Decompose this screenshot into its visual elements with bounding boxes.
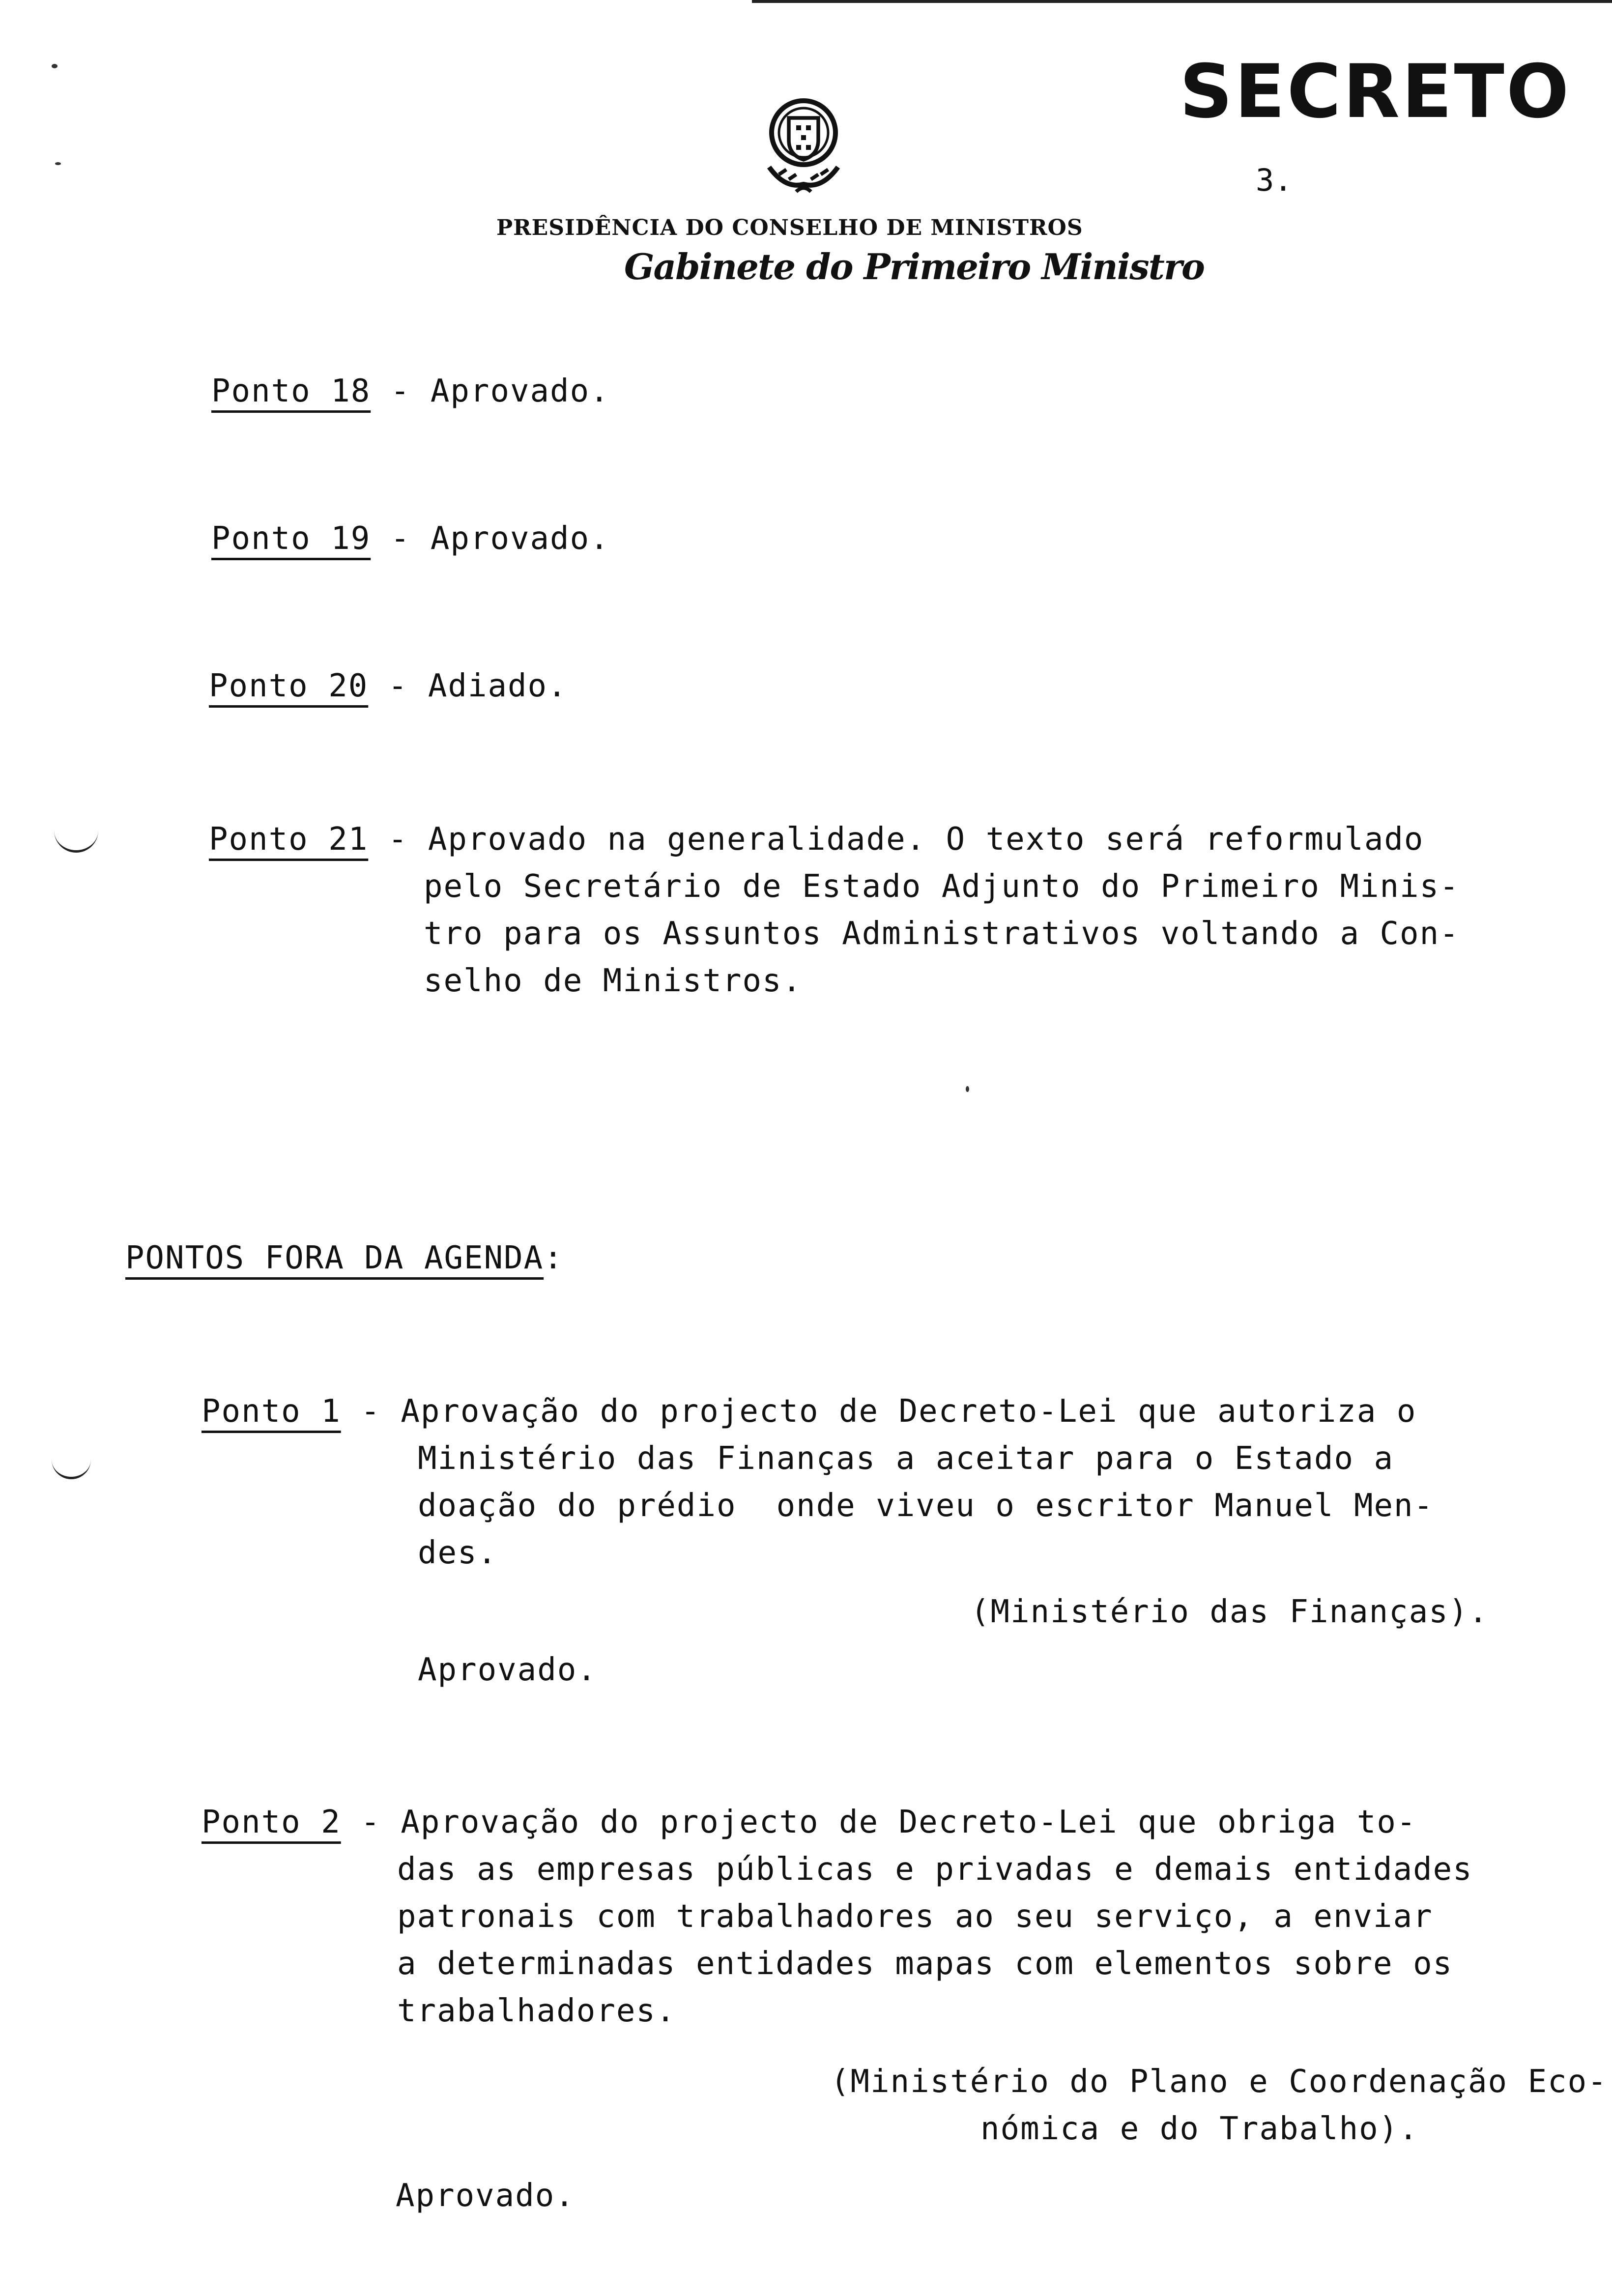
- agenda-item-text-line: selho de Ministros.: [424, 963, 803, 999]
- office-name: PRESIDÊNCIA DO CONSELHO DE MINISTROS: [496, 215, 1083, 240]
- agenda-item-decision: Aprovado.: [396, 2178, 575, 2214]
- off-agenda-item-2: Ponto 2 - Aprovação do projecto de Decreto-Lei que obriga to-: [202, 1804, 1417, 1840]
- agenda-item-decision: Adiado.: [428, 668, 568, 704]
- agenda-item-text-line: trabalhadores.: [397, 1993, 676, 2029]
- agenda-item-text-line: Aprovado na generalidade. O texto será reformulado: [428, 821, 1424, 858]
- agenda-item-18: Ponto 18 - Aprovado.: [211, 373, 610, 409]
- agenda-item-text-line: Aprovação do projecto de Decreto-Lei que autoriza o: [401, 1393, 1417, 1430]
- agenda-item-text-line: Ministério das Finanças a aceitar para o Estado a: [418, 1440, 1394, 1477]
- agenda-item-label: Ponto 19: [211, 520, 371, 557]
- proposing-ministry: (Ministério do Plano e Coordenação Eco-: [831, 2064, 1608, 2100]
- agenda-item-decision: Aprovado.: [430, 373, 610, 409]
- off-agenda-item-1: Ponto 1 - Aprovação do projecto de Decreto-Lei que autoriza o: [202, 1393, 1417, 1430]
- agenda-item-text-line: tro para os Assuntos Administrativos voltando a Con-: [424, 916, 1460, 952]
- agenda-item-text-line: Aprovação do projecto de Decreto-Lei que obriga to-: [401, 1804, 1417, 1840]
- punch-hole-mark: [52, 1455, 91, 1479]
- agenda-item-label: Ponto 20: [209, 668, 369, 704]
- agenda-item-21: Ponto 21 - Aprovado na generalidade. O texto será reformulado: [209, 821, 1424, 858]
- proposing-ministry: nómica e do Trabalho).: [980, 2111, 1419, 2147]
- top-rule: [752, 0, 1612, 3]
- agenda-item-decision: Aprovado.: [418, 1652, 597, 1688]
- agenda-item-text-line: doação do prédio onde viveu o escritor Manuel Men-: [418, 1488, 1434, 1524]
- agenda-item-text-line: das as empresas públicas e privadas e demais entidades: [397, 1851, 1473, 1888]
- agenda-item-text-line: a determinadas entidades mapas com elementos sobre os: [397, 1946, 1453, 1982]
- agenda-item-label: Ponto 18: [211, 373, 371, 409]
- cabinet-name: Gabinete do Primeiro Ministro: [624, 246, 1204, 287]
- agenda-item-text-line: des.: [418, 1535, 498, 1571]
- speck: [966, 1086, 969, 1092]
- off-agenda-heading: PONTOS FORA DA AGENDA:: [125, 1240, 564, 1276]
- agenda-item-decision: Aprovado.: [430, 520, 610, 557]
- agenda-item-20: Ponto 20 - Adiado.: [209, 668, 568, 704]
- speck: [52, 64, 58, 68]
- agenda-item-label: Ponto 2: [202, 1804, 341, 1840]
- coat-of-arms-icon: [742, 81, 865, 204]
- page-number: 3.: [1256, 162, 1293, 198]
- agenda-item-text-line: pelo Secretário de Estado Adjunto do Primeiro Minis-: [424, 868, 1460, 905]
- classification-stamp: SECRETO: [1180, 49, 1571, 135]
- agenda-item-19: Ponto 19 - Aprovado.: [211, 520, 610, 557]
- agenda-item-text-line: patronais com trabalhadores ao seu serviço, a enviar: [397, 1898, 1433, 1935]
- agenda-item-label: Ponto 1: [202, 1393, 341, 1430]
- agenda-item-label: Ponto 21: [209, 821, 369, 858]
- speck: [55, 162, 61, 165]
- punch-hole-mark: [54, 831, 98, 853]
- proposing-ministry: (Ministério das Finanças).: [971, 1594, 1489, 1630]
